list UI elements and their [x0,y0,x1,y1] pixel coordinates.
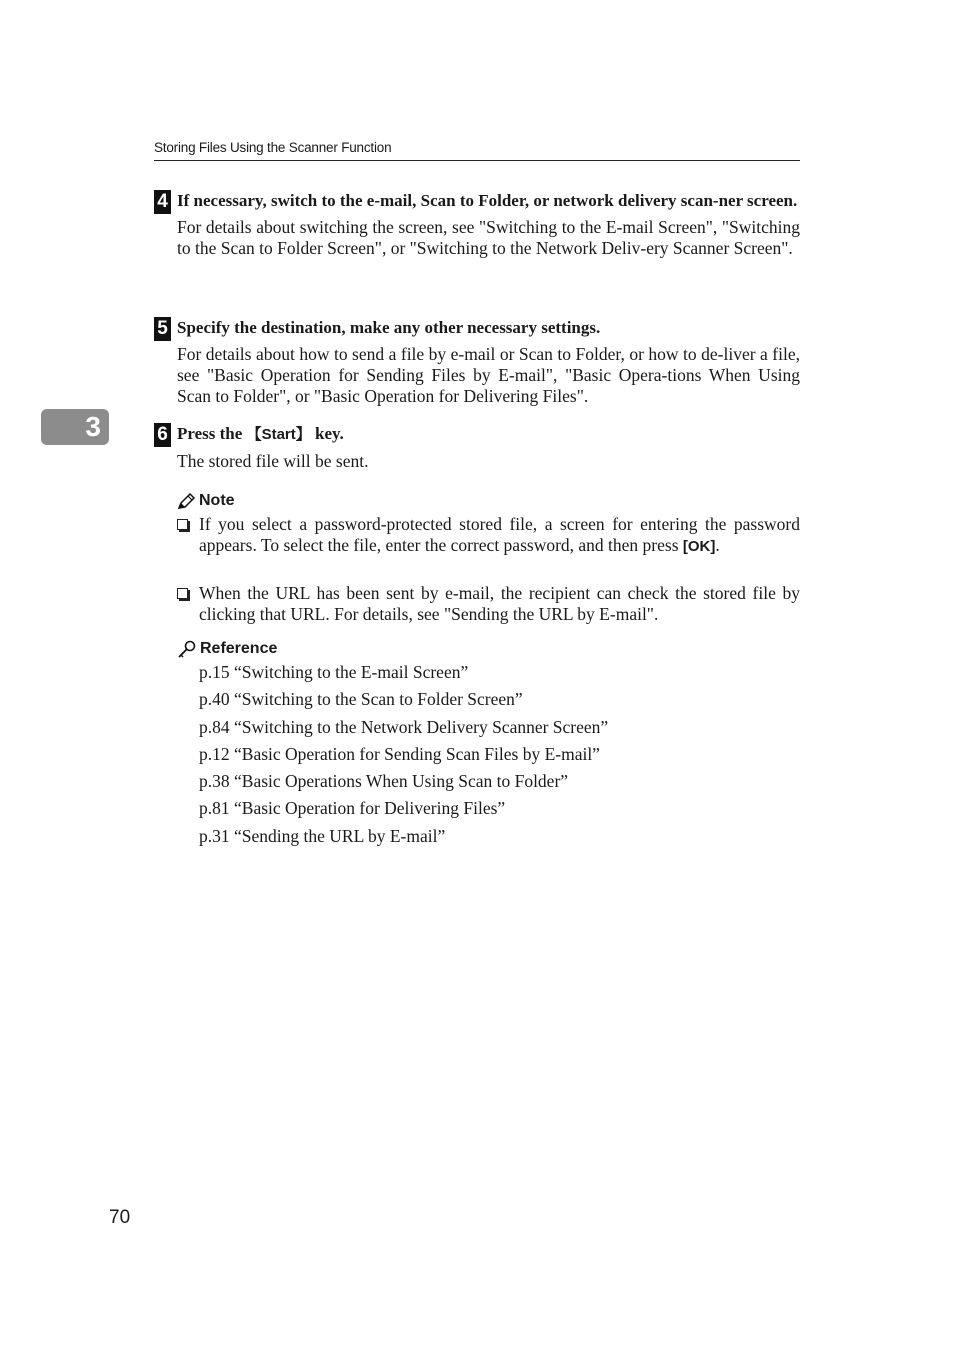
step-title: Specify the destination, make any other necessary settings. [177,318,601,337]
step-body: For details about switching the screen, see "Switching to the E-mail Screen", "Switching to the Scan to Folder Screen", or "Switching to the Network Deliv-ery Scanner Screen". [177,217,800,258]
step-number-icon: 6 [154,423,171,447]
reference-link[interactable]: p.84 “Switching to the Network Delivery Scanner Screen” [199,716,609,737]
step-number-icon: 4 [154,190,171,214]
reference-link[interactable]: p.12 “Basic Operation for Sending Scan Files by E-mail” [199,743,600,764]
step-5 [154,317,800,407]
step-title [177,423,800,445]
reference-link[interactable]: p.15 “Switching to the E-mail Screen” [199,662,469,682]
note-item [177,583,800,625]
start-key-label: 【Start】 [246,426,311,443]
header-title: Storing Files Using the Scanner Function [154,140,392,155]
reference-link[interactable]: p.81 “Basic Operation for Delivering Files” [199,798,506,819]
pencil-icon [177,493,196,510]
step-body: The stored file will be sent. [177,451,369,471]
note-item [177,514,800,557]
reference-heading-label: Reference [200,640,278,657]
running-header [154,139,800,161]
step-body: For details about how to send a file by e-mail or Scan to Folder, or how to de-liver a file, see "Basic Operation for Sending Files by E-mail", "Basic Opera-tions When Using Scan to Folder", or "Basic Operation for Delivering Files". [177,344,800,406]
checkbox-bullet-icon [177,519,188,530]
ok-key-label: [OK] [682,538,716,555]
reference-link[interactable]: p.40 “Switching to the Scan to Folder Screen” [199,689,523,710]
step-4 [154,190,800,259]
step-number-icon: 5 [154,317,171,341]
reference-link[interactable]: p.31 “Sending the URL by E-mail” [199,825,446,846]
note-text: If you select a password-protected stored file, a screen for entering the password appears. To select the file, enter the correct password, and then press [199,514,800,555]
chapter-tab: 3 [41,409,109,445]
reference-list [199,662,608,853]
step-title: If necessary, switch to the e-mail, Scan to Folder, or network delivery scan-ner screen. [177,191,798,210]
step-title-suffix: key. [310,424,344,443]
step-6 [154,423,800,472]
step-title-prefix: Press the [177,424,247,443]
note-text-suffix: . [715,535,720,555]
checkbox-bullet-icon [177,588,188,599]
page-number: 70 [109,1207,131,1228]
note-heading-label: Note [199,492,235,509]
key-icon [177,640,197,658]
reference-heading [177,639,277,659]
note-heading [177,491,235,511]
note-text: When the URL has been sent by e-mail, the recipient can check the stored file by clicking that URL. For details, see "Sending the URL by E-mail". [199,583,800,624]
reference-link[interactable]: p.38 “Basic Operations When Using Scan to Folder” [199,771,569,792]
